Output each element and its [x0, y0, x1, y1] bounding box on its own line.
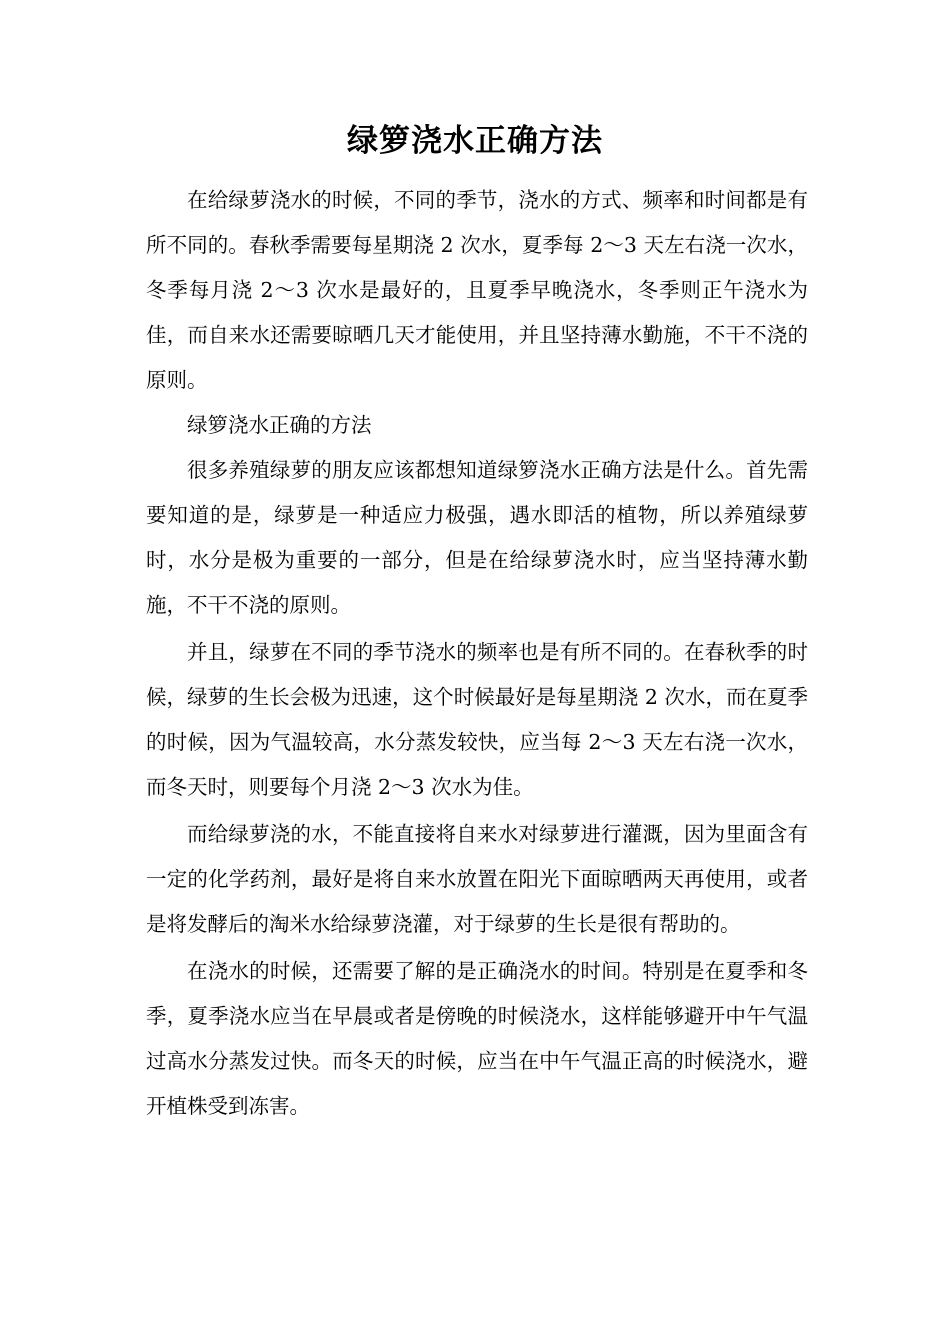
document-body	[146, 178, 808, 1129]
paragraph-water-quality: 而给绿萝浇的水，不能直接将自来水对绿萝进行灌溉，因为里面含有一定的化学药剂，最好是将自来水放置在阳光下面晾晒两天再使用，或者是将发酵后的淘米水给绿萝浇灌，对于绿萝的生长是很有帮助的。	[146, 822, 808, 936]
paragraph-subheading: 绿箩浇水正确的方法	[187, 413, 372, 437]
document-title: 绿箩浇水正确方法	[347, 123, 603, 159]
paragraph-intro: 在给绿萝浇水的时候，不同的季节，浇水的方式、频率和时间都是有所不同的。春秋季需要每星期浇 2 次水，夏季每 2～3 天左右浇一次水，冬季每月浇 2～3 次水是最好的，且夏季早晚浇水，冬季则正午浇水为佳，而自来水还需要晾晒几天才能使用，并且坚持薄水勤施，不干不浇的原则。	[146, 188, 808, 392]
paragraph-method: 很多养殖绿萝的朋友应该都想知道绿箩浇水正确方法是什么。首先需要知道的是，绿萝是一种适应力极强，遇水即活的植物，所以养殖绿萝时，水分是极为重要的一部分，但是在给绿萝浇水时，应当坚持薄水勤施，不干不浇的原则。	[146, 458, 808, 617]
paragraph-seasonal-frequency: 并且，绿萝在不同的季节浇水的频率也是有所不同的。在春秋季的时候，绿萝的生长会极为迅速，这个时候最好是每星期浇 2 次水，而在夏季的时候，因为气温较高，水分蒸发较快，应当每 2～3 天左右浇一次水，而冬天时，则要每个月浇 2～3 次水为佳。	[146, 640, 808, 799]
paragraph-watering-time: 在浇水的时候，还需要了解的是正确浇水的时间。特别是在夏季和冬季，夏季浇水应当在早晨或者是傍晚的时候浇水，这样能够避开中午气温过高水分蒸发过快。而冬天的时候，应当在中午气温正高的时候浇水，避开植株受到冻害。	[146, 959, 808, 1118]
